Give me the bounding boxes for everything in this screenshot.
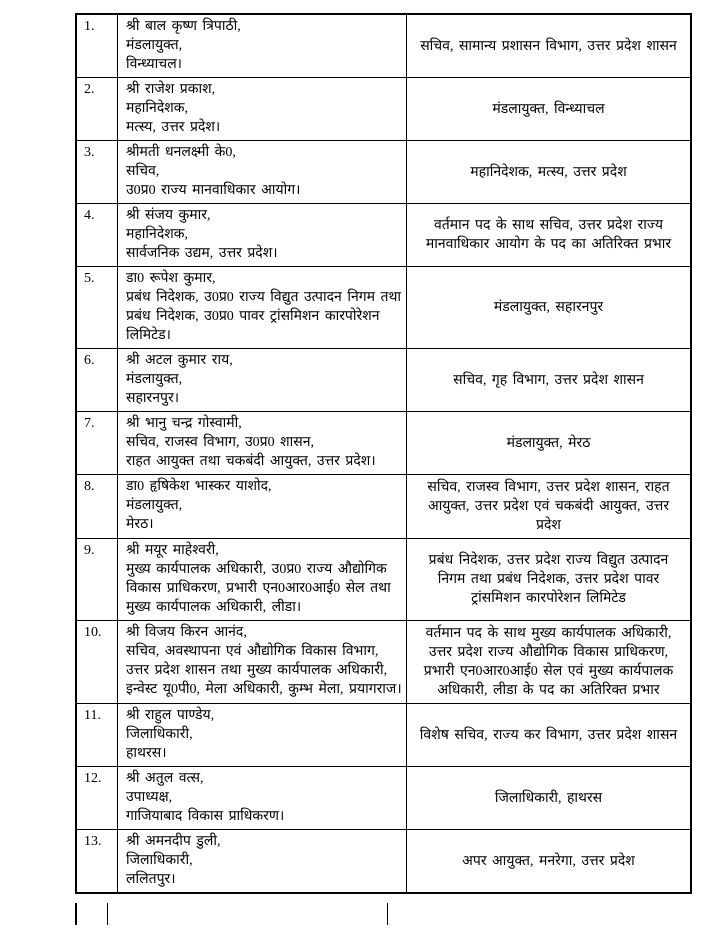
current-post-line: विकास प्राधिकरण, प्रभारी एन0आर0आई0 सेल तथा [126, 581, 391, 596]
current-post-line: लिमिटेड। [126, 328, 171, 343]
current-post-line: श्री अटल कुमार राय, [126, 353, 233, 368]
new-posting-cell: सचिव, गृह विभाग, उत्तर प्रदेश शासन [407, 349, 692, 412]
current-post-line: श्री संजय कुमार, [126, 208, 211, 223]
current-post-line: राहत आयुक्त तथा चकबंदी आयुक्त, उत्तर प्रदेश। [126, 454, 376, 469]
current-post-line: महानिदेशक, [126, 227, 189, 242]
current-post-line: मुख्य कार्यपालक अधिकारी, लीडा। [126, 600, 302, 615]
current-post-cell [118, 78, 407, 141]
current-post-line: मेरठ। [126, 517, 154, 532]
officials-table-body [76, 14, 691, 893]
serial-number-cell: 1. [76, 14, 118, 78]
current-post-cell [118, 830, 407, 894]
table-row [76, 141, 691, 204]
current-post-cell [118, 141, 407, 204]
table-continuation-line-middle [387, 903, 388, 925]
current-post-line: श्री अमनदीप डुली, [126, 834, 221, 849]
current-post-line: मंडलायुक्त, [126, 38, 183, 53]
new-posting-cell: प्रबंध निदेशक, उत्तर प्रदेश राज्य विद्युत उत्पादन निगम तथा प्रबंध निदेशक, उत्तर प्रदेश पावर ट्रांसमिशन कारपोरेशन लिमिटेड [407, 539, 692, 621]
current-post-line: श्री विजय किरन आनंद, [126, 625, 247, 640]
current-post-line: सचिव, राजस्व विभाग, उ0प्र0 शासन, [126, 435, 315, 450]
new-posting-cell: विशेष सचिव, राज्य कर विभाग, उत्तर प्रदेश शासन [407, 704, 692, 767]
current-post-line: सचिव, [126, 164, 160, 179]
serial-number-cell: 5. [76, 267, 118, 349]
table-row [76, 412, 691, 475]
current-post-cell [118, 14, 407, 78]
table-continuation-line-serial [107, 903, 108, 925]
table-row [76, 539, 691, 621]
transfer-order-table [75, 13, 692, 894]
serial-number-cell: 7. [76, 412, 118, 475]
current-post-line: श्री बाल कृष्ण त्रिपाठी, [126, 19, 241, 34]
current-post-line: उपाध्यक्ष, [126, 790, 173, 805]
table-row [76, 349, 691, 412]
table-row [76, 704, 691, 767]
current-post-line: डा0 हृषिकेश भास्कर याशोद, [126, 479, 272, 494]
table-continuation-line-left [75, 903, 77, 925]
current-post-line: सहारनपुर। [126, 391, 180, 406]
current-post-line: मंडलायुक्त, [126, 372, 183, 387]
serial-number-cell: 3. [76, 141, 118, 204]
current-post-line: प्रबंध निदेशक, उ0प्र0 पावर ट्रांसमिशन कारपोरेशन [126, 309, 380, 324]
serial-number-cell: 11. [76, 704, 118, 767]
table-row [76, 14, 691, 78]
current-post-line: श्रीमती धनलक्ष्मी के0, [126, 145, 236, 160]
table-row [76, 621, 691, 704]
serial-number-cell: 2. [76, 78, 118, 141]
current-post-line: श्री राजेश प्रकाश, [126, 82, 216, 97]
current-post-line: विन्ध्याचल। [126, 57, 182, 72]
current-post-line: गाजियाबाद विकास प्राधिकरण। [126, 809, 285, 824]
new-posting-cell: सचिव, राजस्व विभाग, उत्तर प्रदेश शासन, राहत आयुक्त, उत्तर प्रदेश एवं चकबंदी आयुक्त, उत्तर प्रदेश [407, 475, 692, 539]
serial-number-cell: 10. [76, 621, 118, 704]
serial-number-cell: 9. [76, 539, 118, 621]
current-post-cell [118, 267, 407, 349]
new-posting-cell: मंडलायुक्त, मेरठ [407, 412, 692, 475]
current-post-line: मत्स्य, उत्तर प्रदेश। [126, 120, 221, 135]
current-post-line: उ0प्र0 राज्य मानवाधिकार आयोग। [126, 183, 301, 198]
current-post-cell [118, 621, 407, 704]
current-post-line: डा0 रूपेश कुमार, [126, 271, 216, 286]
current-post-line: महानिदेशक, [126, 101, 189, 116]
current-post-line: सचिव, अवस्थापना एवं औद्योगिक विकास विभाग, [126, 644, 379, 659]
current-post-cell [118, 767, 407, 830]
serial-number-cell: 4. [76, 204, 118, 267]
serial-number-cell: 12. [76, 767, 118, 830]
new-posting-cell: वर्तमान पद के साथ सचिव, उत्तर प्रदेश राज्य मानवाधिकार आयोग के पद का अतिरिक्त प्रभार [407, 204, 692, 267]
new-posting-cell: सचिव, सामान्य प्रशासन विभाग, उत्तर प्रदेश शासन [407, 14, 692, 78]
current-post-line: मंडलायुक्त, [126, 498, 183, 513]
current-post-line: इन्वेस्ट यू0पी0, मेला अधिकारी, कुम्भ मेला, प्रयागराज। [126, 682, 402, 697]
new-posting-cell: मंडलायुक्त, सहारनपुर [407, 267, 692, 349]
current-post-cell [118, 204, 407, 267]
new-posting-cell: मंडलायुक्त, विन्ध्याचल [407, 78, 692, 141]
new-posting-cell: अपर आयुक्त, मनरेगा, उत्तर प्रदेश [407, 830, 692, 894]
table-row [76, 830, 691, 894]
current-post-line: सार्वजनिक उद्यम, उत्तर प्रदेश। [126, 246, 278, 261]
current-post-cell [118, 704, 407, 767]
table-row [76, 78, 691, 141]
current-post-line: हाथरस। [126, 746, 167, 761]
current-post-line: श्री मयूर माहेश्वरी, [126, 543, 219, 558]
current-post-line: जिलाधिकारी, [126, 727, 193, 742]
current-post-line: उत्तर प्रदेश शासन तथा मुख्य कार्यपालक अधिकारी, [126, 663, 388, 678]
current-post-line: श्री अतुल वत्स, [126, 771, 204, 786]
current-post-cell [118, 539, 407, 621]
current-post-cell [118, 349, 407, 412]
current-post-cell [118, 475, 407, 539]
current-post-line: मुख्य कार्यपालक अधिकारी, उ0प्र0 राज्य औद्योगिक [126, 562, 387, 577]
serial-number-cell: 6. [76, 349, 118, 412]
current-post-line: जिलाधिकारी, [126, 853, 193, 868]
current-post-cell [118, 412, 407, 475]
new-posting-cell: महानिदेशक, मत्स्य, उत्तर प्रदेश [407, 141, 692, 204]
current-post-line: श्री भानु चन्द्र गोस्वामी, [126, 416, 242, 431]
current-post-line: प्रबंध निदेशक, उ0प्र0 राज्य विद्युत उत्पादन निगम तथा [126, 290, 402, 305]
current-post-line: ललितपुर। [126, 872, 176, 887]
table-row [76, 475, 691, 539]
serial-number-cell: 13. [76, 830, 118, 894]
serial-number-cell: 8. [76, 475, 118, 539]
table-row [76, 267, 691, 349]
table-row [76, 204, 691, 267]
new-posting-cell: वर्तमान पद के साथ मुख्य कार्यपालक अधिकारी, उत्तर प्रदेश राज्य औद्योगिक विकास प्राधिकरण, प्रभारी एन0आर0आई0 सेल एवं मुख्य कार्यपालक अधिकारी, लीडा के पद का अतिरिक्त प्रभार [407, 621, 692, 704]
table-row [76, 767, 691, 830]
new-posting-cell: जिलाधिकारी, हाथरस [407, 767, 692, 830]
current-post-line: श्री राहुल पाण्डेय, [126, 708, 215, 723]
